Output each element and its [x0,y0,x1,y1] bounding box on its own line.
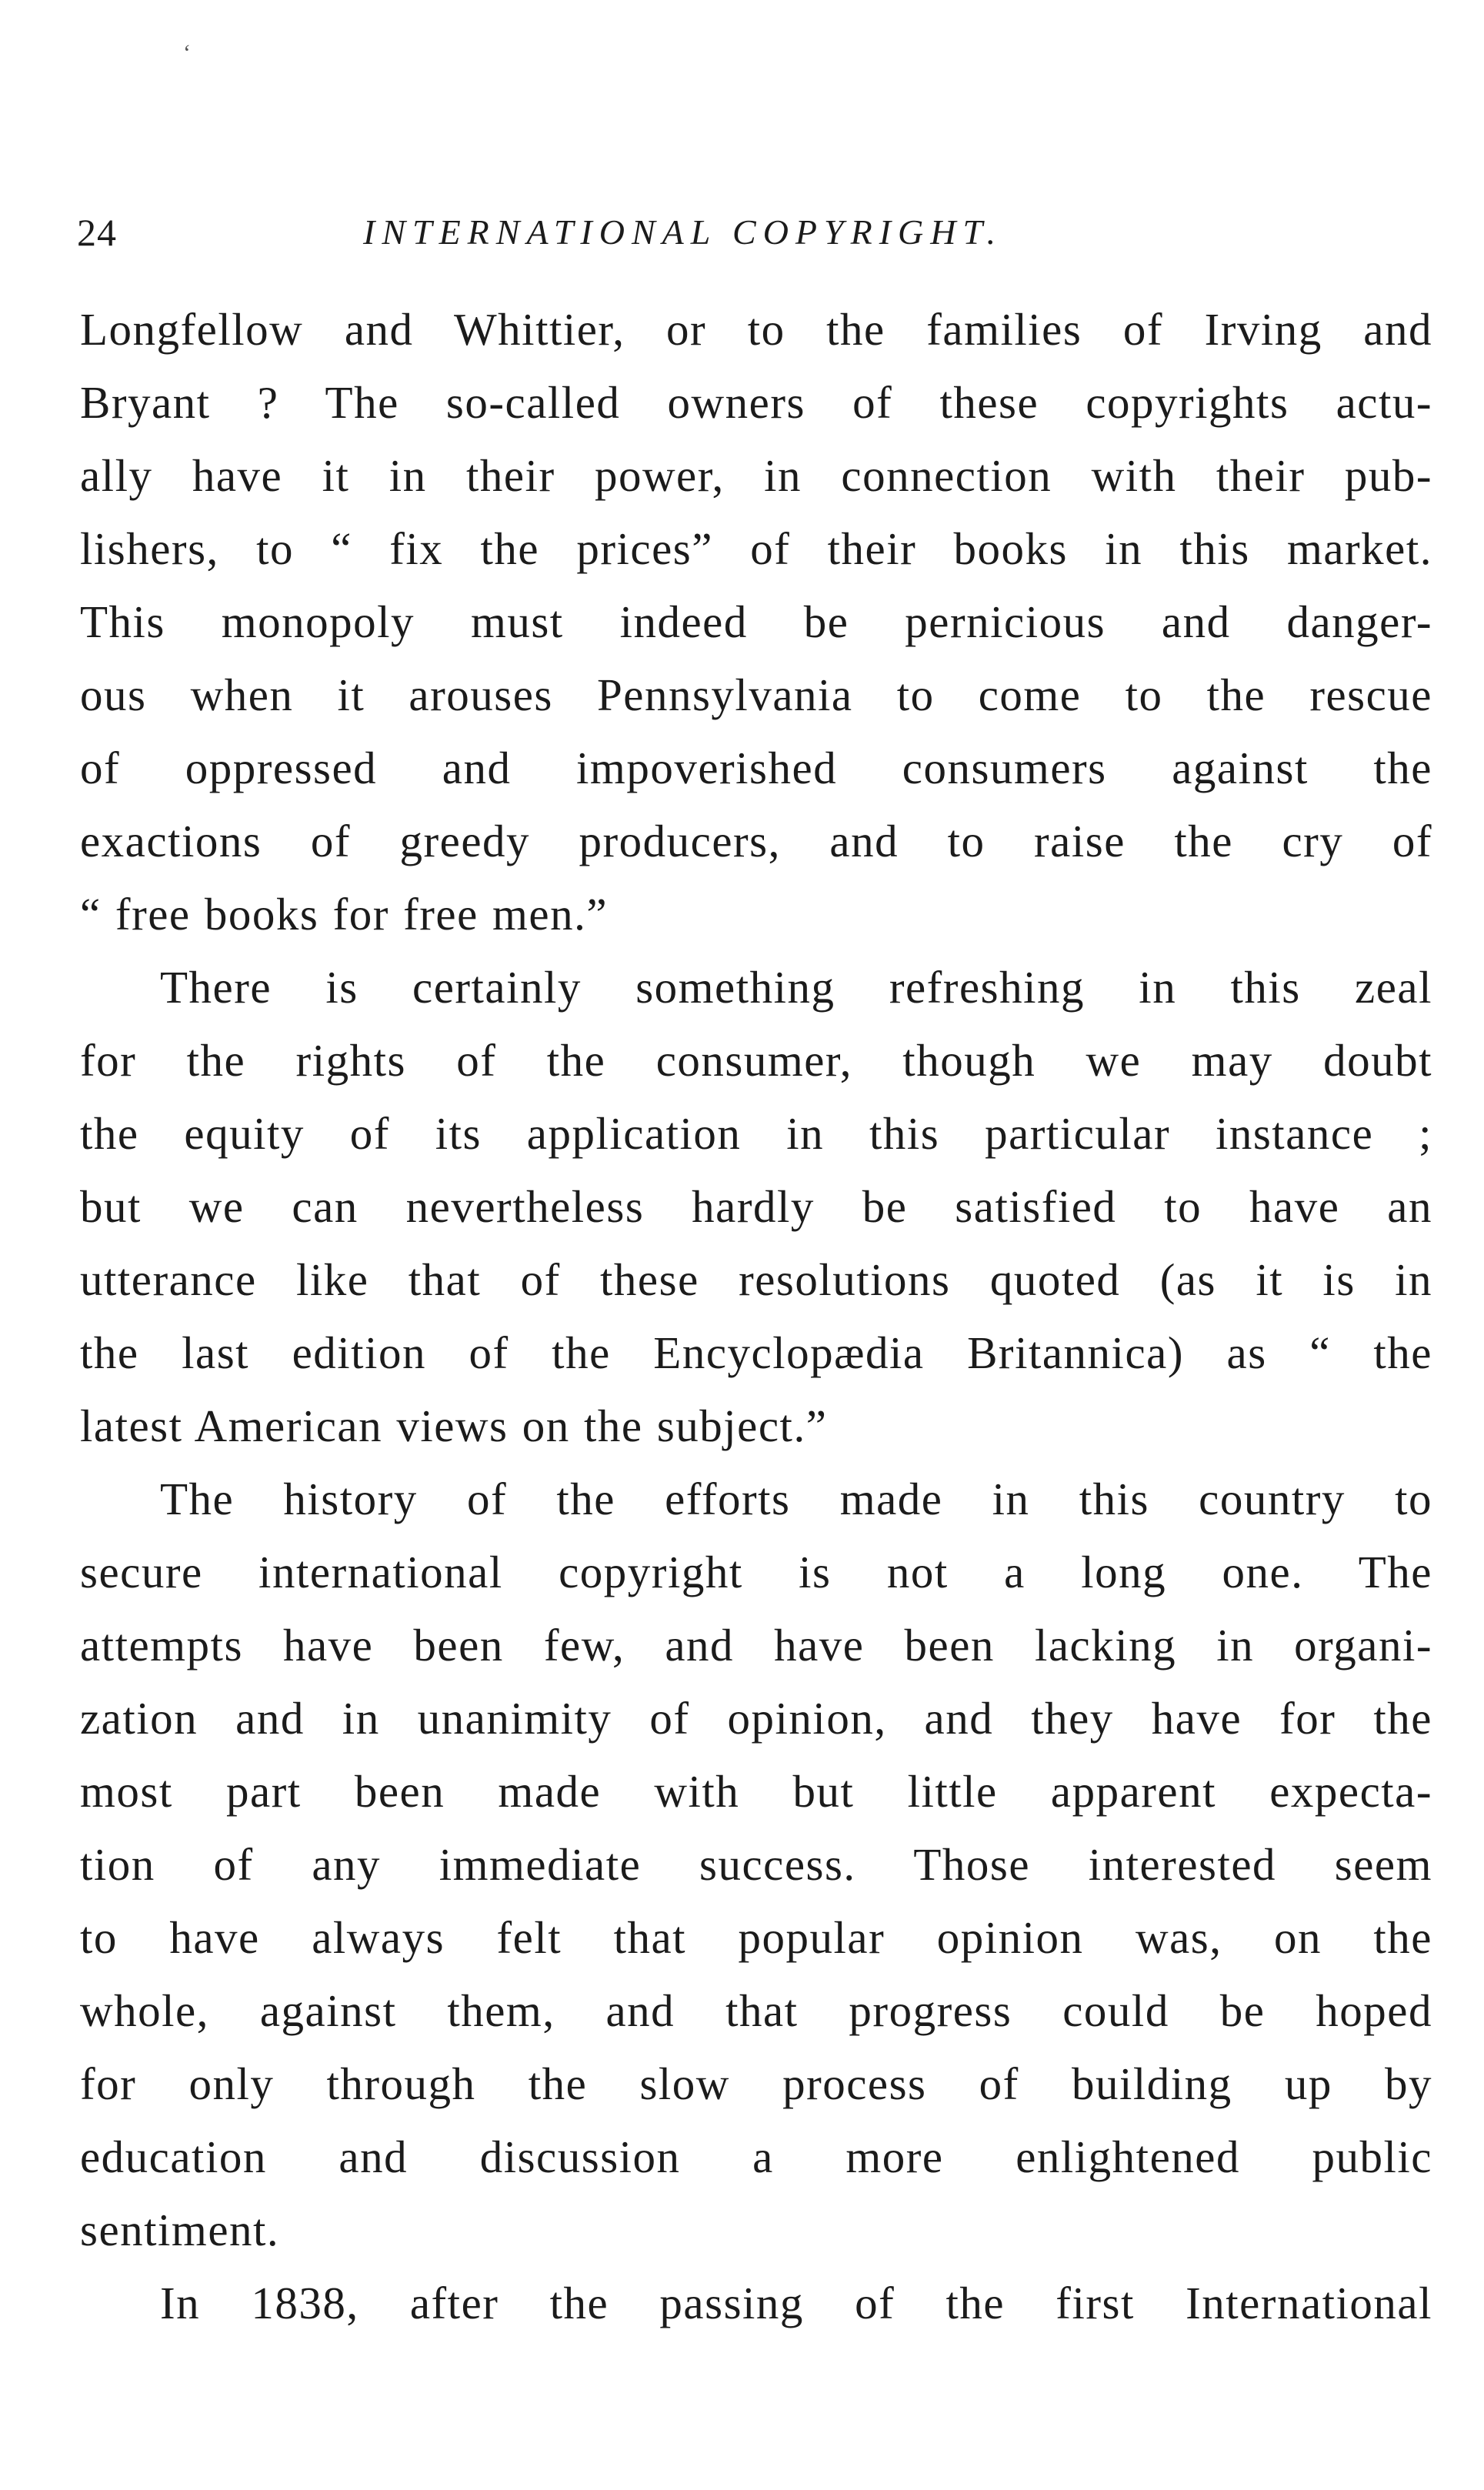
text-line: whole, against them, and that progress could be hoped [80,1985,1432,2036]
text-line: but we can nevertheless hardly be satisfied to have an [80,1181,1432,1232]
text-line: “ free books for free men.” [80,889,609,940]
text-line: This monopoly must indeed be pernicious and danger- [80,596,1432,647]
body-text [80,293,1432,2340]
text-line: ally have it in their power, in connection with their pub- [80,450,1432,501]
text-line: for only through the slow process of building up by [80,2058,1432,2109]
text-line: Bryant ? The so-called owners of these copyrights actu- [80,377,1432,428]
text-line: exactions of greedy producers, and to raise the cry of [80,816,1432,866]
page-number: 24 [77,211,117,254]
text-line: lishers, to “ fix the prices” of their books in this market. [80,523,1432,574]
text-line: latest American views on the subject.” [80,1400,828,1451]
text-line: ous when it arouses Pennsylvania to come to the rescue [80,669,1432,720]
text-line: In 1838, after the passing of the first International [160,2278,1432,2328]
text-line: to have always felt that popular opinion was, on the [80,1912,1432,1963]
text-line: secure international copyright is not a long one. The [80,1547,1432,1597]
text-line: most part been made with but little apparent expecta- [80,1766,1432,1817]
text-line: education and discussion a more enlightened public [80,2131,1432,2182]
text-line: zation and in unanimity of opinion, and they have for the [80,1693,1432,1744]
text-line: Longfellow and Whittier, or to the families of Irving and [80,304,1432,355]
page-header [77,202,1416,263]
text-line: for the rights of the consumer, though we may doubt [80,1035,1432,1086]
text-line: sentiment. [80,2205,280,2255]
text-line: the equity of its application in this particular instance ; [80,1108,1432,1159]
text-line: The history of the efforts made in this country to [160,1474,1432,1524]
text-line: attempts have been few, and have been lacking in organi- [80,1620,1432,1671]
text-line: tion of any immediate success. Those interested seem [80,1839,1432,1890]
text-line: of oppressed and impoverished consumers against the [80,743,1432,793]
stray-ink-mark: ‘ [183,40,191,65]
text-line: utterance like that of these resolutions quoted (as it is in [80,1254,1432,1305]
text-line: There is certainly something refreshing in this zeal [160,962,1432,1013]
running-title: INTERNATIONAL COPYRIGHT. [363,212,1003,252]
text-line: the last edition of the Encyclopædia Britannica) as “ the [80,1327,1432,1378]
